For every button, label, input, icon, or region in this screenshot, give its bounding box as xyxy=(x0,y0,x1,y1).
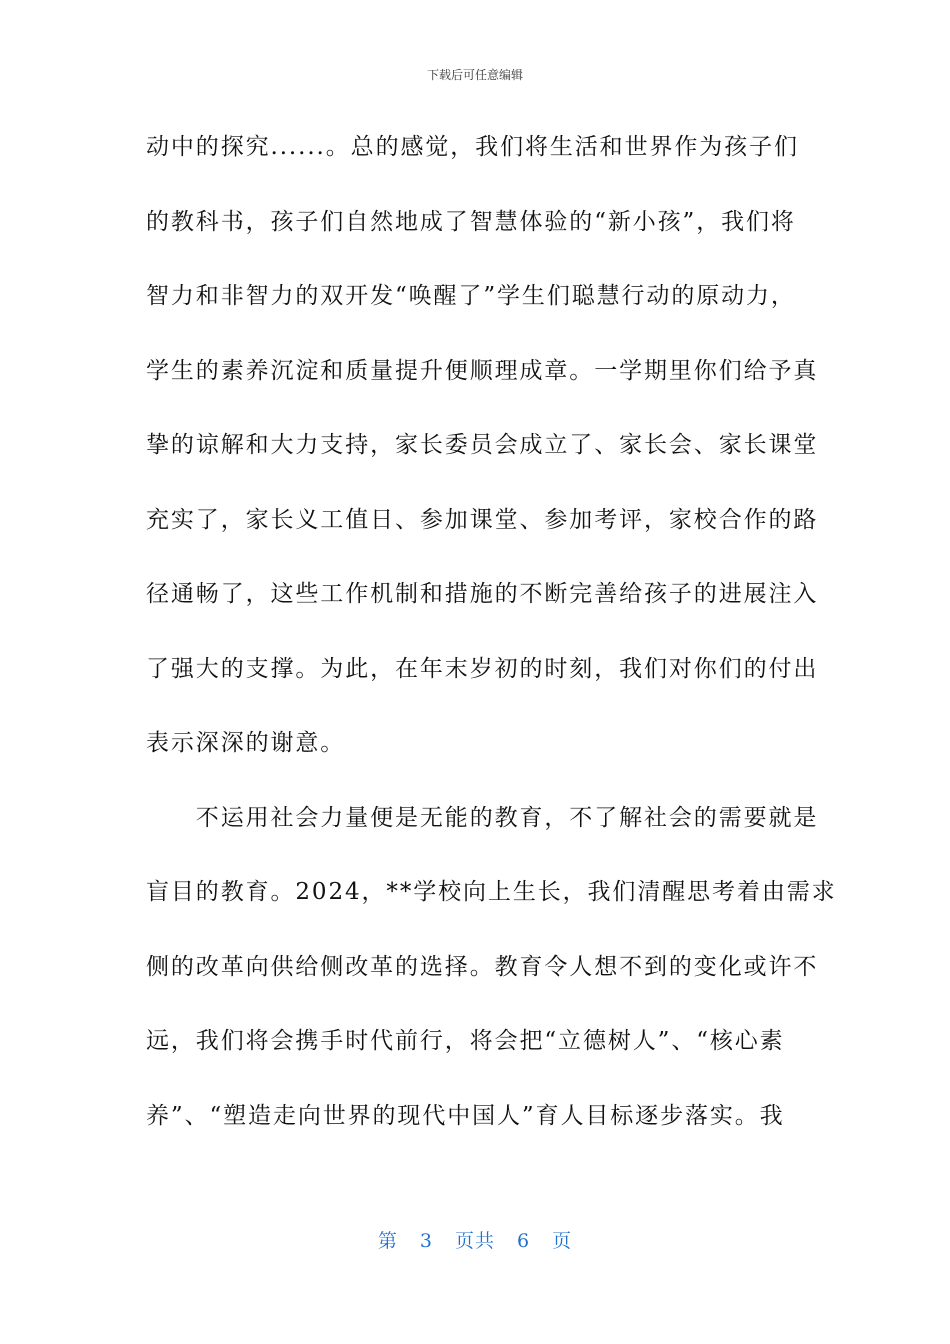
body-line-14: 养”、“塑造走向世界的现代中国人”育人目标逐步落实。我 xyxy=(146,1102,785,1129)
body-line-13: 远，我们将会携手时代前行，将会把“立德树人”、“核心素 xyxy=(146,1028,785,1054)
body-line-7: 径通畅了，这些工作机制和措施的不断完善给孩子的进展注入 xyxy=(146,581,819,607)
body-line-11: 盲目的教育。2024，**学校向上生长，我们清醒思考着由需求 xyxy=(146,879,837,905)
body-line-10: 不运用社会力量便是无能的教育，不了解社会的需要就是 xyxy=(146,804,819,831)
body-line-9: 表示深深的谢意。 xyxy=(146,730,346,756)
footer-total-pages: 6 xyxy=(517,1230,531,1252)
footer-current-page: 3 xyxy=(419,1230,433,1252)
body-line-4: 学生的素养沉淀和质量提升便顺理成章。一学期里你们给予真 xyxy=(146,357,819,384)
page-header: 下载后可任意编辑 xyxy=(426,68,523,82)
body-line-6: 充实了，家长义工值日、参加课堂、参加考评，家校合作的路 xyxy=(146,506,819,533)
page-footer xyxy=(0,1226,950,1253)
footer-suffix: 页 xyxy=(552,1230,573,1252)
footer-middle: 页共 xyxy=(454,1230,495,1252)
body-line-5: 挚的谅解和大力支持，家长委员会成立了、家长会、家长课堂 xyxy=(146,432,819,458)
body-line-8: 了强大的支撑。为此，在年末岁初的时刻，我们对你们的付出 xyxy=(146,655,819,682)
body-line-12: 侧的改革向供给侧改革的选择。教育令人想不到的变化或许不 xyxy=(146,953,819,980)
body-line-1: 动中的探究......。总的感觉，我们将生活和世界作为孩子们 xyxy=(146,134,799,160)
body-line-2: 的教科书，孩子们自然地成了智慧体验的“新小孩”，我们将 xyxy=(146,208,796,235)
body-line-3: 智力和非智力的双开发“唤醒了”学生们聪慧行动的原动力， xyxy=(146,283,796,309)
document-body xyxy=(146,120,837,1163)
footer-prefix: 第 xyxy=(377,1230,398,1252)
